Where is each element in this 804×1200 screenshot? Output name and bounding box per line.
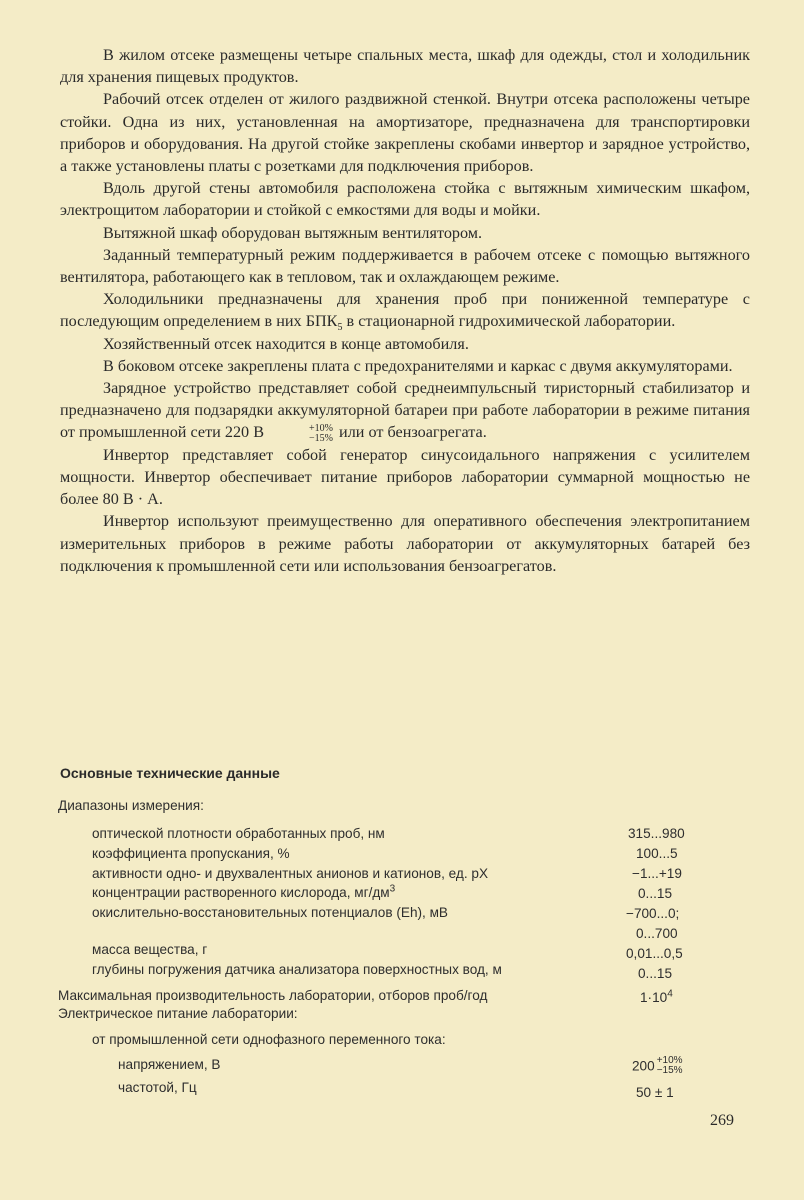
paragraph-work-compartment: Рабочий отсек отделен от жилого раздвижной стенкой. Внутри отсека расположены четыре стойки. Одна из них, установленная на амортизаторе, предназначена для транспортировки приборов и оборудования. На другой стойке закреплены скобами инвертор и зарядное устройство, а также установлены платы с розетками для подключения приборов.: [60, 90, 750, 176]
paragraph-side-compartment: В боковом отсеке закреплены плата с предохранителями и каркас с двумя аккумуляторами.: [103, 356, 733, 375]
page-number: 269: [710, 1112, 734, 1129]
spec-label: активности одно- и двухвалентных анионов и катионов, ед. pX: [92, 866, 489, 881]
max-performance-value: $1\cdot 10^4$: [640, 988, 673, 1005]
spec-label: концентрации растворенного кислорода, $мг/дм^3$: [92, 883, 396, 900]
body-text: [60, 44, 750, 577]
paragraph-living-compartment: В жилом отсеке размещены четыре спальных места, шкаф для одежды, стол и холодильник для хранения пищевых продуктов.: [60, 46, 750, 87]
voltage-label: напряжением, В: [118, 1057, 221, 1072]
paragraph-inverter: Инвертор представляет собой генератор синусоидального напряжения с усилителем мощности. Инвертор обеспечивает питание приборов лаборатории суммарной мощностью не более 80 В · А.: [60, 445, 750, 509]
paragraph-temperature: Заданный температурный режим поддерживается в рабочем отсеке с помощью вытяжного вентилятора, работающего как в тепловом, так и охлаждающем режиме.: [60, 245, 750, 287]
spec-value: −700...0;: [626, 906, 680, 921]
max-performance-label: Максимальная производительность лаборатории, отборов проб/год: [58, 988, 488, 1003]
section-title: Основные технические данные: [60, 765, 280, 781]
spec-value: 315...980: [628, 826, 685, 841]
spec-label: глубины погружения датчика анализатора поверхностных вод, м: [92, 962, 502, 977]
voltage-tolerance: +10% −15%: [309, 422, 333, 444]
spec-label: оптической плотности обработанных проб, нм: [92, 826, 385, 841]
paragraph-refrigerators: Холодильники предназначены для хранения проб при пониженной температуре с последующим определением в них $БПК_5$ в стационарной гидрохимической лаборатории.: [60, 290, 750, 334]
spec-value: 0...15: [638, 966, 673, 981]
voltage-tolerance: +10% −15%: [656, 1055, 683, 1076]
network-label: от промышленной сети однофазного переменного тока:: [92, 1032, 446, 1047]
spec-value: 0...15: [638, 886, 673, 901]
paragraph-charger: Зарядное устройство представляет собой среднеимпульсный тиристорный стабилизатор и предназначено для подзарядки аккумуляторной батареи при работе лаборатории в режиме питания от промышленной сети 220 В +10% −15% или от бензоагрегата.: [60, 379, 750, 444]
power-label: Электрическое питание лаборатории:: [58, 1006, 298, 1021]
spec-value: 0...700: [636, 926, 678, 941]
frequency-value: 50 ± 1: [636, 1085, 674, 1100]
spec-value: 100...5: [636, 846, 678, 861]
voltage-value: 200 +10% −15%: [632, 1055, 683, 1076]
paragraph-household: Хозяйственный отсек находится в конце автомобиля.: [103, 334, 469, 353]
ranges-label: Диапазоны измерения:: [58, 798, 204, 813]
paragraph-fume-hood: Вытяжной шкаф оборудован вытяжным вентилятором.: [103, 223, 483, 242]
spec-value: −1...+19: [632, 866, 682, 881]
paragraph-fume-rack: Вдоль другой стены автомобиля расположена стойка с вытяжным химическим шкафом, электрощитом лаборатории и стойкой с емкостями для воды и мойки.: [60, 179, 750, 220]
spec-value: 0,01...0,5: [626, 946, 683, 961]
paragraph-inverter-use: Инвертор используют преимущественно для оперативного обеспечения электропитанием измерительных приборов в режиме работы лаборатории от аккумуляторных батарей без подключения к промышленной сети или использования бензоагрегатов.: [60, 512, 750, 575]
frequency-label: частотой, Гц: [118, 1080, 197, 1095]
spec-label: окислительно-восстановительных потенциалов (Eh), мВ: [92, 905, 448, 920]
spec-label: масса вещества, г: [92, 942, 208, 957]
spec-label: коэффициента пропускания, %: [92, 846, 290, 861]
